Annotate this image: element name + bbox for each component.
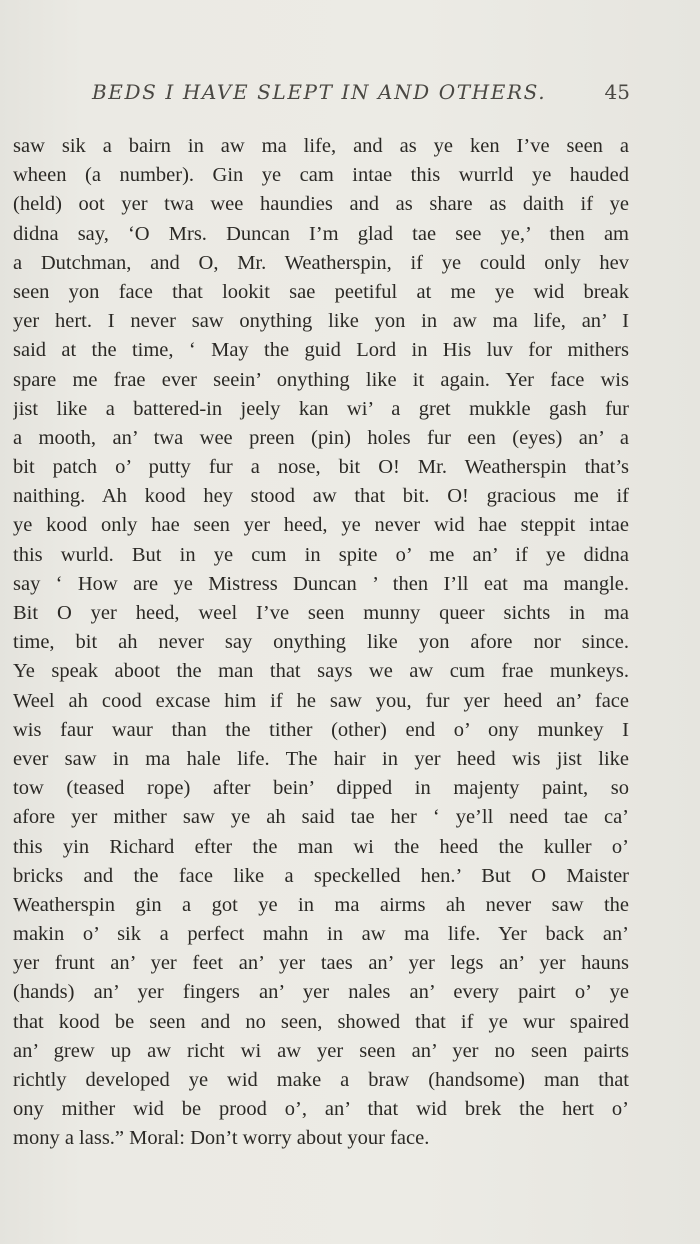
text-line: say ‘ How are ye Mistress Duncan ’ then I’ll eat ma mangle. [13,572,629,595]
text-line: bricks and the face like a speckelled hen.’ But O Maister [13,864,629,887]
text-line: didna say, ‘O Mrs. Duncan I’m glad tae see ye,’ then am [13,222,629,245]
text-line: that kood be seen and no seen, showed that if ye wur spaired [13,1010,629,1033]
text-line: naithing. Ah kood hey stood aw that bit. O! gracious me if [13,485,629,508]
text-line: wheen (a number). Gin ye cam intae this wurrld ye hauded [13,164,629,187]
running-title: BEDS I HAVE SLEPT IN AND OTHERS. [92,80,547,104]
text-line: an’ grew up aw richt wi aw yer seen an’ yer no seen pairts [13,1039,629,1062]
text-line: Ye speak aboot the man that says we aw cum frae munkeys. [13,660,629,683]
text-line: (hands) an’ yer fingers an’ yer nales an’ every pairt o’ ye [13,981,629,1004]
text-line: makin o’ sik a perfect mahn in aw ma life. Yer back an’ [13,923,629,946]
text-line: richtly developed ye wid make a braw (handsome) man that [13,1069,629,1091]
text-line: ony mither wid be prood o’, an’ that wid brek the hert o’ [13,1098,629,1121]
text-line: a Dutchman, and O, Mr. Weatherspin, if ye could only hev [13,251,629,274]
body-text [13,132,629,1154]
text-line: this wurld. But in ye cum in spite o’ me an’ if ye didna [13,543,629,566]
text-line: Bit O yer heed, weel I’ve seen munny queer sichts in ma [13,602,629,624]
text-line: a mooth, an’ twa wee preen (pin) holes fur een (eyes) an’ a [13,426,629,449]
text-line: wis faur waur than the tither (other) end o’ ony munkey I [13,718,629,741]
text-line: Weatherspin gin a got ye in ma airms ah never saw the [13,893,629,916]
text-line: (held) oot yer twa wee haundies and as share as daith if ye [13,193,629,216]
text-line: yer frunt an’ yer feet an’ yer taes an’ yer legs an’ yer hauns [13,952,629,975]
text-line: bit patch o’ putty fur a nose, bit O! Mr. Weatherspin that’s [13,456,629,479]
text-line: jist like a battered-in jeely kan wi’ a gret mukkle gash fur [13,397,629,420]
text-line: time, bit ah never say onything like yon afore nor since. [13,631,629,654]
text-line: saw sik a bairn in aw ma life, and as ye ken I’ve seen a [13,135,629,157]
text-line: this yin Richard efter the man wi the heed the kuller o’ [13,835,629,858]
text-line: tow (teased rope) after bein’ dipped in majenty paint, so [13,777,629,800]
text-line: mony a lass.” Moral: Don’t worry about your face. [13,1127,430,1150]
text-line: ever saw in ma hale life. The hair in yer heed wis jist like [13,747,629,770]
text-line: afore yer mither saw ye ah said tae her ‘ ye’ll need tae ca’ [13,806,629,829]
text-line: ye kood only hae seen yer heed, ye never wid hae steppit intae [13,514,629,537]
running-head [92,80,630,110]
text-line: Weel ah cood excase him if he saw you, fur yer heed an’ face [13,689,629,712]
text-line: seen yon face that lookit sae peetiful at me ye wid break [13,280,629,303]
text-line: said at the time, ‘ May the guid Lord in His luv for mithers [13,339,629,362]
text-line: yer hert. I never saw onything like yon in aw ma life, an’ I [13,310,629,333]
page-number: 45 [604,80,630,104]
text-line: spare me frae ever seein’ onything like it again. Yer face wis [13,368,629,391]
